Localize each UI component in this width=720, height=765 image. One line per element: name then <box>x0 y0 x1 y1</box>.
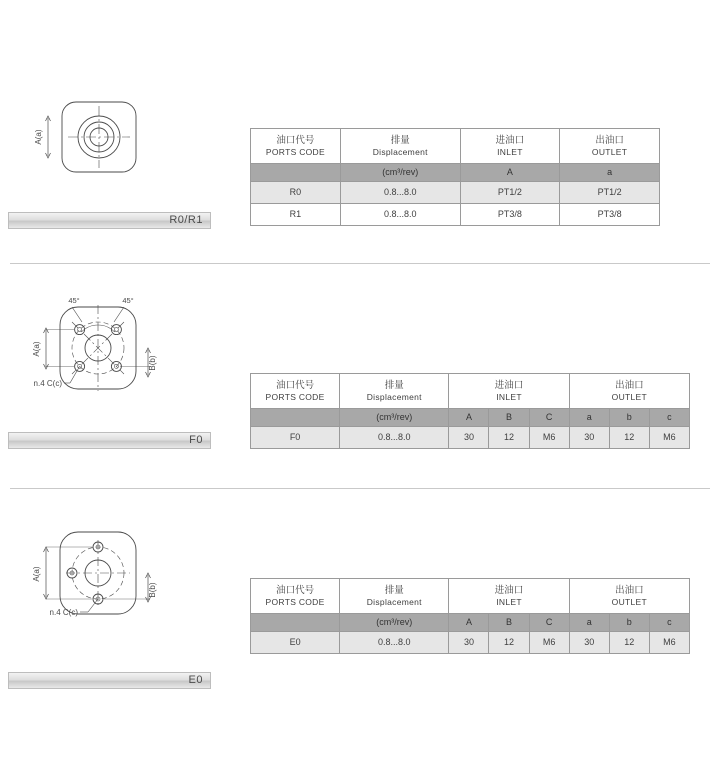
subheader-outlet-a: a <box>569 614 609 632</box>
cell-outlet-b: 12 <box>609 632 649 654</box>
cell-inlet-b: 12 <box>489 427 529 449</box>
section-e0 <box>0 500 720 715</box>
header-outlet-cn: 出油口 <box>615 584 644 596</box>
header-ports-code-en: PORTS CODE <box>265 146 325 157</box>
table-header-row <box>251 129 660 164</box>
spec-table-e0 <box>250 578 690 654</box>
header-displacement-cn: 排量 <box>390 134 410 146</box>
section-divider <box>10 263 710 264</box>
header-outlet-en: OUTLET <box>611 596 648 607</box>
cell-ports-code: R0 <box>251 182 341 204</box>
subheader-inlet-c: C <box>529 409 569 427</box>
header-inlet-en: INLET <box>496 596 522 607</box>
header-outlet <box>569 579 689 614</box>
header-inlet-cn: 进油口 <box>495 134 525 146</box>
table-subheader-row <box>251 409 690 427</box>
drawing-label-text: R0/R1 <box>169 214 203 226</box>
subheader-outlet-a: a <box>560 164 660 182</box>
dimension-label-a: A(a) <box>34 129 43 145</box>
header-inlet-cn: 进油口 <box>494 379 524 391</box>
cell-outlet-c: M6 <box>649 632 689 654</box>
dimension-label-a: A(a) <box>32 566 41 582</box>
spec-table-f0 <box>250 373 690 449</box>
table-row <box>251 182 660 204</box>
cell-displacement: 0.8...8.0 <box>340 427 449 449</box>
header-displacement-cn: 排量 <box>384 584 404 596</box>
table-row <box>251 204 660 226</box>
header-ports-code <box>251 129 341 164</box>
table-header-row <box>251 374 690 409</box>
subheader-unit: (cm³/rev) <box>340 164 460 182</box>
subheader-inlet-b: B <box>489 614 529 632</box>
subheader-blank <box>251 164 341 182</box>
subheader-unit: (cm³/rev) <box>340 614 449 632</box>
header-displacement-cn: 排量 <box>384 379 404 391</box>
subheader-blank <box>251 614 340 632</box>
header-inlet <box>460 129 560 164</box>
cell-inlet: PT3/8 <box>460 204 560 226</box>
header-ports-code-cn: 油口代号 <box>276 134 315 146</box>
cell-outlet: PT1/2 <box>560 182 660 204</box>
header-displacement-en: Displacement <box>366 391 422 402</box>
table-subheader-row <box>251 614 690 632</box>
cell-displacement: 0.8...8.0 <box>340 182 460 204</box>
cell-inlet-b: 12 <box>489 632 529 654</box>
dimension-label-a: A(a) <box>32 341 41 357</box>
header-ports-code-en: PORTS CODE <box>265 596 325 607</box>
table-subheader-row <box>251 164 660 182</box>
drawing-label-bar-r0r1 <box>8 212 211 229</box>
drawing-label-text: F0 <box>189 434 203 446</box>
spec-table-r0r1 <box>250 128 660 226</box>
drawing-flange-round-single-port <box>8 40 218 220</box>
cell-ports-code: F0 <box>251 427 340 449</box>
subheader-outlet-a: a <box>569 409 609 427</box>
subheader-outlet-b: b <box>609 614 649 632</box>
header-ports-code-en: PORTS CODE <box>265 391 325 402</box>
angle-label-left: 45° <box>68 296 80 305</box>
drawing-label-text: E0 <box>188 674 203 686</box>
cell-outlet-a: 30 <box>569 632 609 654</box>
subheader-outlet-c: c <box>649 614 689 632</box>
cell-outlet-b: 12 <box>609 427 649 449</box>
cell-inlet-c: M6 <box>529 427 569 449</box>
header-inlet-cn: 进油口 <box>494 584 524 596</box>
section-f0 <box>0 275 720 485</box>
header-outlet-cn: 出油口 <box>615 379 644 391</box>
subheader-inlet-a: A <box>460 164 560 182</box>
cell-outlet-c: M6 <box>649 427 689 449</box>
header-outlet <box>560 129 660 164</box>
angle-label-right: 45° <box>122 296 134 305</box>
drawing-flange-four-bolt-square <box>8 275 218 455</box>
subheader-inlet-a: A <box>449 409 489 427</box>
header-displacement-en: Displacement <box>372 146 428 157</box>
subheader-inlet-a: A <box>449 614 489 632</box>
header-displacement <box>340 374 449 409</box>
cell-ports-code: R1 <box>251 204 341 226</box>
cell-inlet-a: 30 <box>449 427 489 449</box>
table-row <box>251 632 690 654</box>
header-outlet-cn: 出油口 <box>595 134 624 146</box>
drawing-flange-three-bolt <box>8 500 218 680</box>
header-inlet <box>449 579 569 614</box>
subheader-outlet-b: b <box>609 409 649 427</box>
drawing-label-bar-f0 <box>8 432 211 449</box>
header-ports-code-cn: 油口代号 <box>276 379 315 391</box>
cell-outlet-a: 30 <box>569 427 609 449</box>
dimension-label-b: B(b) <box>148 582 157 598</box>
cell-inlet: PT1/2 <box>460 182 560 204</box>
cell-inlet-c: M6 <box>529 632 569 654</box>
subheader-inlet-c: C <box>529 614 569 632</box>
header-displacement-en: Displacement <box>366 596 422 607</box>
note-label-bolt-count: n.4 C(c) <box>33 379 62 388</box>
section-r0r1 <box>0 40 720 255</box>
header-displacement <box>340 129 460 164</box>
subheader-unit: (cm³/rev) <box>340 409 449 427</box>
header-inlet-en: INLET <box>497 146 523 157</box>
drawing-label-bar-e0 <box>8 672 211 689</box>
header-ports-code <box>251 579 340 614</box>
header-outlet <box>569 374 689 409</box>
table-row <box>251 427 690 449</box>
note-label-bolt-count: n.4 C(c) <box>49 608 78 617</box>
header-displacement <box>340 579 449 614</box>
header-outlet-en: OUTLET <box>611 391 648 402</box>
table-header-row <box>251 579 690 614</box>
header-inlet-en: INLET <box>496 391 522 402</box>
header-ports-code-cn: 油口代号 <box>276 584 315 596</box>
cell-displacement: 0.8...8.0 <box>340 632 449 654</box>
cell-displacement: 0.8...8.0 <box>340 204 460 226</box>
cell-inlet-a: 30 <box>449 632 489 654</box>
header-ports-code <box>251 374 340 409</box>
dimension-label-b: B(b) <box>148 355 157 371</box>
header-outlet-en: OUTLET <box>591 146 628 157</box>
subheader-inlet-b: B <box>489 409 529 427</box>
header-inlet <box>449 374 569 409</box>
cell-outlet: PT3/8 <box>560 204 660 226</box>
subheader-outlet-c: c <box>649 409 689 427</box>
section-divider <box>10 488 710 489</box>
cell-ports-code: E0 <box>251 632 340 654</box>
subheader-blank <box>251 409 340 427</box>
